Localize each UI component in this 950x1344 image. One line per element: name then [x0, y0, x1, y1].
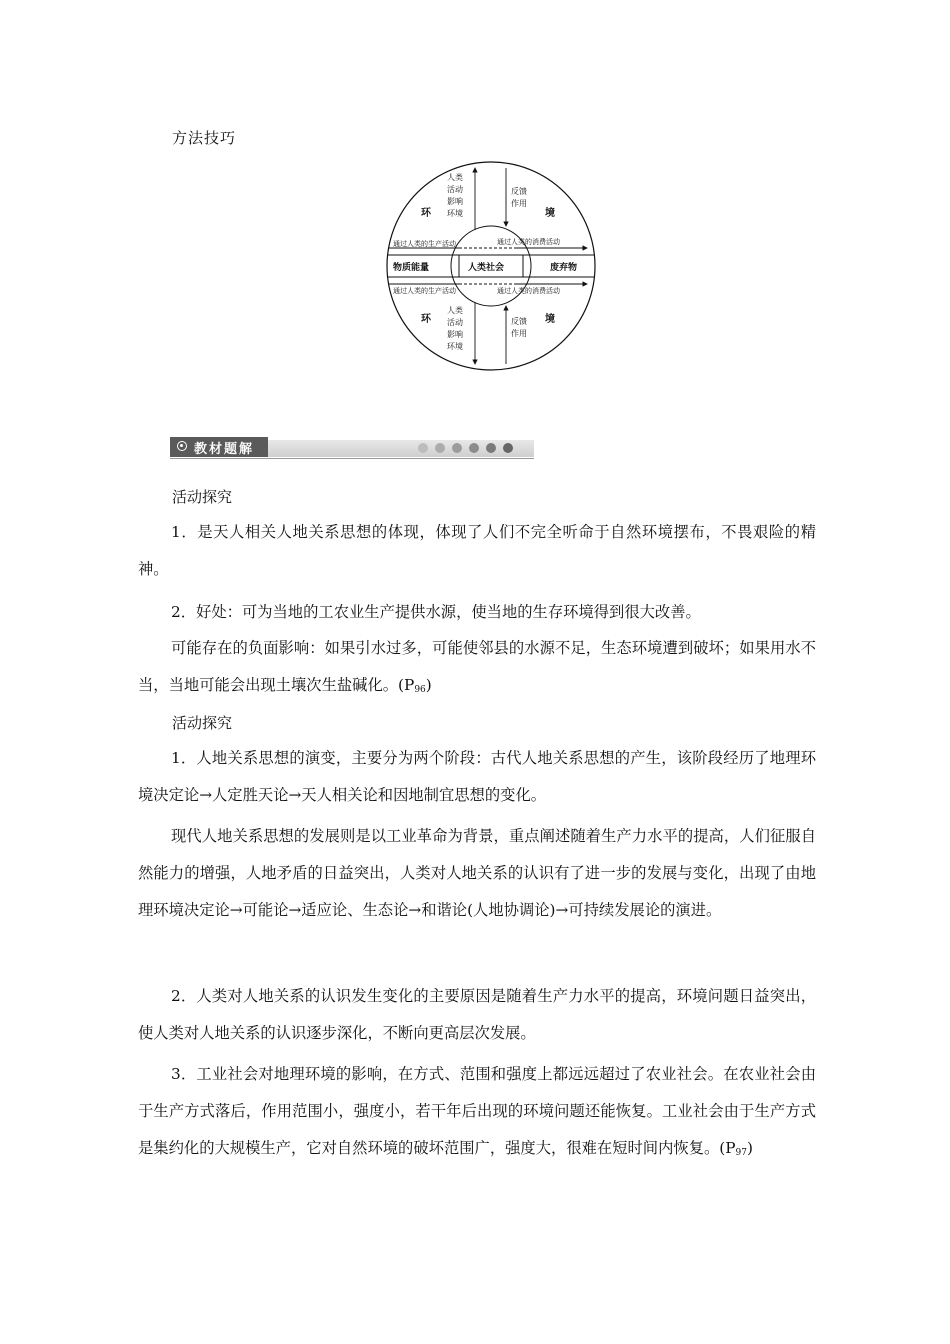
influence-bottom-1: 人类	[447, 306, 463, 315]
env-label-bottom-right: 境	[545, 314, 555, 325]
feedback-top-2: 作用	[511, 199, 527, 208]
section-2-title: 活动探究	[172, 714, 233, 732]
section-1-paragraph-3: 可能存在的负面影响：如果引水过多，可能使邻县的水源不足，生态环境遭到破坏；如果用水不当，当地可能会出现土壤次生盐碱化。$(P_{96})$	[138, 639, 816, 695]
waste-box: 废弃物	[550, 263, 578, 273]
influence-top-4: 环境	[447, 209, 463, 218]
section-2-paragraph-4: 3．工业社会对地理环境的影响，在方式、范围和强度上都远远超过了农业社会。在农业社会由于生产方式落后，作用范围小，强度小，若干年后出现的环境问题还能恢复。工业社会由于生产方式是集约化的大规模生产，它对自然环境的破坏范围广，强度大，很难在短时间内恢复。$(P_{97})$	[138, 1065, 816, 1158]
env-label-bottom-left: 环	[421, 314, 431, 325]
section-2-paragraph-3: 2．人类对人地关系的认识发生变化的主要原因是随着生产力水平的提高，环境问题日益突出，使人类对人地关系的认识逐步深化，不断向更高层次发展。	[138, 987, 816, 1042]
env-label-top-left: 环	[421, 208, 431, 219]
feedback-top-1: 反馈	[511, 187, 527, 196]
section-banner	[170, 437, 534, 461]
section-2-paragraph-1: 1．人地关系思想的演变，主要分为两个阶段：古代人地关系思想的产生，该阶段经历了地理环境决定论→人定胜天论→天人相关论和因地制宜思想的变化。	[138, 749, 816, 804]
section-1-paragraph-1: 1．是天人相关人地关系思想的体现，体现了人们不完全听命于自然环境摆布，不畏艰险的精神。	[138, 523, 816, 578]
material-energy-box: 物质能量	[393, 263, 430, 273]
production-arrow-label-top: 通过人类的生产活动	[393, 240, 456, 248]
banner-title: 教材题解	[194, 442, 255, 457]
human-society-center: 人类社会	[468, 263, 505, 273]
banner-dots-decoration	[418, 443, 513, 453]
consumption-arrow-label-bottom: 通过人类的消费活动	[497, 287, 560, 295]
section-1-title: 活动探究	[172, 488, 233, 506]
method-heading: 方法技巧	[172, 129, 237, 147]
influence-top-1: 人类	[447, 173, 463, 182]
influence-top-3: 影响	[447, 197, 463, 206]
consumption-arrow-label-top: 通过人类的消费活动	[497, 238, 560, 246]
env-label-top-right: 境	[545, 208, 555, 219]
banner-bullet-icon	[177, 441, 187, 451]
production-arrow-label-bottom: 通过人类的生产活动	[393, 287, 456, 295]
feedback-bottom-1: 反馈	[511, 317, 527, 326]
influence-bottom-4: 环境	[447, 342, 463, 351]
section-1-paragraph-2: 2．好处：可为当地的工农业生产提供水源，使当地的生存环境得到很大改善。	[171, 603, 701, 621]
section-2-paragraph-2: 现代人地关系思想的发展则是以工业革命为背景，重点阐述随着生产力水平的提高，人们征服自然能力的增强，人地矛盾的日益突出，人类对人地关系的认识有了进一步的发展与变化，出现了由地理环境决定论→可能论→适应论、生态论→和谐论(人地协调论)→可持续发展论的演进。	[138, 827, 816, 919]
human-environment-diagram	[385, 160, 597, 372]
influence-bottom-2: 活动	[447, 318, 463, 327]
influence-bottom-3: 影响	[447, 330, 463, 339]
feedback-bottom-2: 作用	[511, 329, 527, 338]
influence-top-2: 活动	[447, 185, 463, 194]
